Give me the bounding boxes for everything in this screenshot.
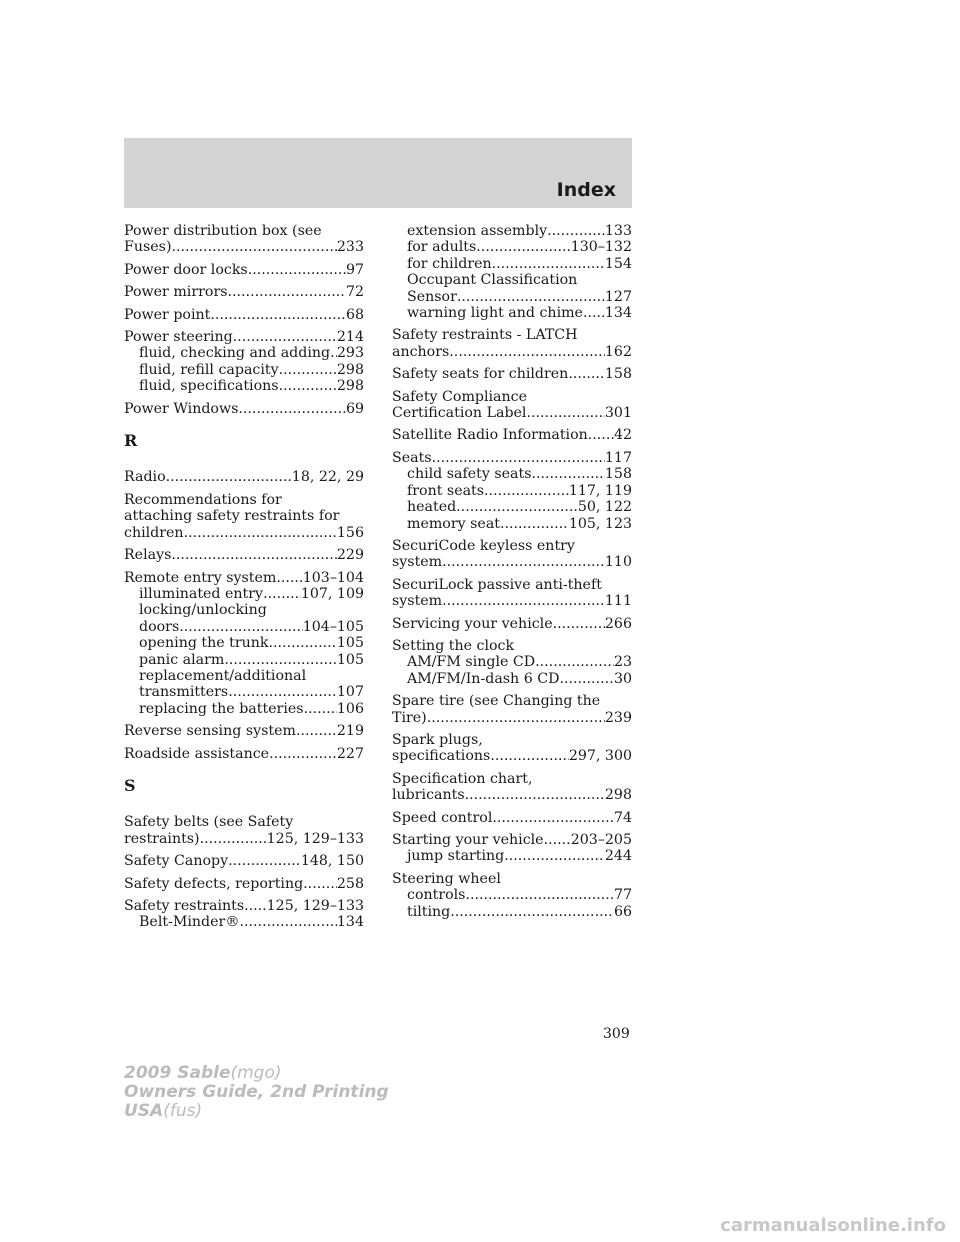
- index-entry-line: [392, 748, 632, 764]
- entry-page-ref: 125, 129–133: [266, 898, 364, 914]
- entry-page-ref: 227: [336, 745, 364, 762]
- dot-leader: [492, 256, 605, 272]
- entry-page-ref: 130–132: [570, 239, 632, 256]
- dot-leader: [588, 427, 614, 443]
- dot-leader: [303, 876, 337, 892]
- entry-page-ref: 258: [336, 875, 364, 892]
- index-entry-line: [124, 876, 364, 892]
- entry-text: fluid, specifications: [139, 378, 279, 395]
- dot-leader: [224, 652, 337, 668]
- index-entry: [392, 327, 632, 360]
- index-subentry-line: [124, 345, 364, 361]
- entry-page-ref: 107, 109: [300, 585, 364, 602]
- dot-leader: [553, 616, 605, 632]
- entry-text: Safety restraints - LATCH: [392, 327, 578, 344]
- entry-text: Satellite Radio Information: [392, 427, 588, 444]
- index-entry: [392, 427, 632, 443]
- index-entry: [124, 401, 364, 417]
- index-entry: [124, 262, 364, 278]
- index-entry: [124, 570, 364, 718]
- index-subentry-line: [392, 256, 632, 272]
- index-entry-line: [392, 771, 632, 787]
- index-subentry-line: [392, 305, 632, 321]
- index-entry: [392, 638, 632, 687]
- entry-page-ref: 134: [336, 914, 364, 931]
- entry-page-ref: 244: [604, 848, 632, 865]
- entry-text: Fuses): [124, 239, 172, 256]
- dot-leader: [583, 305, 605, 321]
- index-entry: [124, 329, 364, 395]
- dot-leader: [450, 904, 614, 920]
- index-entry: [392, 538, 632, 571]
- entry-page-ref: 298: [336, 378, 364, 395]
- entry-text: specifications: [392, 748, 491, 765]
- entry-text: Recommendations for: [124, 491, 282, 508]
- entry-page-ref: 77: [613, 887, 632, 904]
- dot-leader: [432, 450, 605, 466]
- entry-text: Power point: [124, 306, 211, 323]
- entry-text: Servicing your vehicle: [392, 615, 553, 632]
- entry-page-ref: 117, 119: [568, 482, 632, 499]
- entry-text: Power Windows: [124, 400, 239, 417]
- index-entry-line: [124, 469, 364, 485]
- index-subentry-line: [392, 848, 632, 864]
- index-entry: [124, 307, 364, 323]
- dot-leader: [171, 547, 337, 563]
- index-entry-line: [124, 853, 364, 869]
- index-entry: [124, 814, 364, 847]
- entry-page-ref: 297, 300: [568, 748, 632, 765]
- index-subentry-line: [392, 499, 632, 515]
- index-entry-line: [124, 262, 364, 278]
- index-entry: [392, 693, 632, 726]
- dot-leader: [228, 853, 301, 869]
- entry-text: panic alarm: [139, 651, 225, 668]
- index-entry-line: [392, 871, 632, 887]
- entry-text: Reverse sensing system: [124, 723, 296, 740]
- index-subentry-line: [124, 586, 364, 602]
- entry-text: jump starting: [407, 848, 505, 865]
- entry-text: system: [392, 593, 443, 610]
- index-subentry-line: [392, 671, 632, 687]
- index-entry: [392, 810, 632, 826]
- entry-text: Remote entry system: [124, 569, 277, 586]
- entry-page-ref: 239: [604, 709, 632, 726]
- page-number: 309: [603, 1026, 630, 1042]
- entry-page-ref: 214: [336, 329, 364, 346]
- index-entry: [124, 898, 364, 931]
- index-entry-line: [124, 492, 364, 508]
- dot-leader: [296, 723, 337, 739]
- index-entry-line: [392, 787, 632, 803]
- entry-text: doors: [139, 618, 180, 635]
- index-entry: [124, 746, 364, 762]
- entry-page-ref: 111: [604, 593, 632, 610]
- index-entry: [124, 723, 364, 739]
- entry-text: Certification Label: [392, 405, 527, 422]
- dot-leader: [200, 831, 267, 847]
- entry-text: Safety Compliance: [392, 388, 527, 405]
- entry-text: system: [392, 554, 443, 571]
- index-entry-line: [392, 732, 632, 748]
- index-entry-line: [124, 239, 364, 255]
- index-subentry-line: [124, 602, 364, 618]
- entry-text: Safety seats for children: [392, 366, 569, 383]
- entry-text: extension assembly: [407, 223, 548, 239]
- entry-text: memory seat: [407, 515, 500, 532]
- dot-leader: [559, 671, 613, 687]
- index-subentry-line: [392, 887, 632, 903]
- entry-page-ref: 133: [604, 223, 632, 239]
- entry-page-ref: 66: [613, 903, 632, 920]
- dot-leader: [228, 684, 337, 700]
- index-entry-line: [124, 898, 364, 914]
- entry-page-ref: 105: [336, 651, 364, 668]
- index-subentry-line: [124, 668, 364, 684]
- index-subentry-line: [392, 289, 632, 305]
- index-entry-line: [392, 577, 632, 593]
- index-entry-line: [124, 723, 364, 739]
- entry-text: front seats: [407, 482, 485, 499]
- dot-leader: [330, 345, 337, 361]
- index-entry-line: [124, 814, 364, 830]
- index-entry-line: [392, 554, 632, 570]
- entry-page-ref: 30: [613, 670, 632, 687]
- entry-text: children: [124, 524, 184, 541]
- index-entry-line: [124, 284, 364, 300]
- dot-leader: [427, 710, 605, 726]
- entry-text: Safety belts (see Safety: [124, 814, 294, 831]
- index-entry-line: [124, 525, 364, 541]
- index-entry-line: [392, 389, 632, 405]
- entry-page-ref: 125, 129–133: [266, 830, 364, 847]
- index-subentry-line: [124, 619, 364, 635]
- dot-leader: [269, 635, 337, 651]
- watermark-logo: carmanualsonline.info: [720, 1215, 946, 1236]
- entry-page-ref: 233: [336, 239, 364, 256]
- dot-leader: [535, 654, 614, 670]
- entry-text: lubricants: [392, 787, 465, 804]
- index-subentry-line: [124, 635, 364, 651]
- entry-page-ref: 293: [336, 345, 364, 362]
- dot-leader: [244, 898, 267, 914]
- index-entry-line: [392, 832, 632, 848]
- entry-text: Power distribution box (see: [124, 223, 322, 239]
- entry-page-ref: 298: [604, 787, 632, 804]
- index-subentry-line: [392, 239, 632, 255]
- entry-page-ref: 106: [336, 700, 364, 717]
- entry-text: replacing the batteries: [139, 700, 304, 717]
- dot-leader: [492, 810, 614, 826]
- dot-leader: [276, 570, 302, 586]
- index-entry-line: [124, 547, 364, 563]
- dot-leader: [269, 746, 337, 762]
- entry-page-ref: 229: [336, 547, 364, 564]
- index-subentry-line: [392, 466, 632, 482]
- index-entry: [392, 832, 632, 865]
- index-entry: [124, 876, 364, 892]
- index-entry-line: [124, 401, 364, 417]
- dot-leader: [504, 848, 605, 864]
- dot-leader: [279, 378, 337, 394]
- entry-page-ref: 103–104: [302, 569, 364, 586]
- index-subentry-line: [392, 483, 632, 499]
- index-letter-heading: R: [124, 431, 138, 451]
- entry-text: heated: [407, 499, 457, 516]
- dot-leader: [442, 593, 605, 609]
- entry-text: Spare tire (see Changing the: [392, 693, 601, 710]
- footer-print-info: [124, 1064, 389, 1121]
- entry-page-ref: 156: [336, 524, 364, 541]
- index-subentry-line: [392, 654, 632, 670]
- entry-text: Safety restraints: [124, 898, 245, 914]
- index-entry-line: [392, 616, 632, 632]
- entry-page-ref: 42: [613, 427, 632, 444]
- index-entry-line: [124, 307, 364, 323]
- section-title: Index: [556, 179, 616, 201]
- entry-text: Roadside assistance: [124, 745, 270, 762]
- index-entry-line: [124, 831, 364, 847]
- index-entry: [124, 284, 364, 300]
- dot-leader: [179, 619, 303, 635]
- entry-text: restraints): [124, 830, 200, 847]
- entry-text: Belt-Minder®: [139, 914, 240, 931]
- entry-text: Seats: [392, 449, 432, 466]
- index-subentry-line: [124, 684, 364, 700]
- entry-page-ref: 162: [604, 343, 632, 360]
- dot-leader: [442, 554, 605, 570]
- dot-leader: [171, 239, 336, 255]
- entry-page-ref: 219: [336, 723, 364, 740]
- index-entry-line: [392, 344, 632, 360]
- entry-page-ref: 23: [613, 654, 632, 671]
- index-letter-heading: S: [124, 775, 136, 795]
- entry-text: Speed control: [392, 809, 493, 826]
- index-column-left: [124, 223, 364, 937]
- index-column-right: [392, 223, 632, 926]
- index-entry: [392, 577, 632, 610]
- dot-leader: [456, 499, 578, 515]
- index-subentry-line: [392, 904, 632, 920]
- footer-region: USA: [124, 1101, 164, 1121]
- index-entry-line: [392, 450, 632, 466]
- footer-printing: Owners Guide, 2nd Printing: [124, 1082, 389, 1102]
- entry-page-ref: 154: [604, 255, 632, 272]
- footer-model-code: (mgo): [230, 1063, 282, 1083]
- entry-text: attaching safety restraints for: [124, 508, 340, 525]
- index-entry-line: [392, 710, 632, 726]
- entry-text: transmitters: [139, 684, 229, 701]
- entry-page-ref: 158: [604, 466, 632, 483]
- dot-leader: [240, 914, 337, 930]
- entry-text: fluid, checking and adding: [139, 345, 331, 362]
- dot-leader: [166, 469, 292, 485]
- entry-text: Starting your vehicle: [392, 832, 544, 848]
- index-entry: [392, 366, 632, 382]
- dot-leader: [526, 405, 604, 421]
- entry-page-ref: 110: [604, 554, 632, 571]
- dot-leader: [531, 466, 604, 482]
- dot-leader: [248, 262, 346, 278]
- entry-page-ref: 74: [613, 809, 632, 826]
- index-subentry-line: [124, 652, 364, 668]
- index-subentry-line: [124, 362, 364, 378]
- entry-page-ref: 104–105: [302, 618, 364, 635]
- index-subentry-line: [392, 516, 632, 532]
- header-band: [124, 138, 632, 208]
- index-subentry-line: [124, 914, 364, 930]
- entry-text: Occupant Classification: [407, 272, 578, 289]
- entry-text: Power steering: [124, 329, 233, 346]
- entry-text: Relays: [124, 547, 172, 564]
- entry-page-ref: 68: [345, 306, 364, 323]
- entry-page-ref: 18, 22, 29: [291, 469, 364, 486]
- index-entry: [392, 732, 632, 765]
- entry-text: anchors: [392, 343, 450, 360]
- dot-leader: [568, 366, 605, 382]
- dot-leader: [184, 525, 337, 541]
- entry-page-ref: 117: [604, 449, 632, 466]
- index-subentry-line: [392, 272, 632, 288]
- entry-page-ref: 158: [604, 366, 632, 383]
- entry-text: for children: [407, 255, 492, 272]
- dot-leader: [465, 887, 613, 903]
- dot-leader: [457, 289, 605, 305]
- entry-text: Safety defects, reporting: [124, 875, 304, 892]
- dot-leader: [547, 223, 605, 239]
- entry-page-ref: 107: [336, 684, 364, 701]
- footer-region-code: (fus): [163, 1101, 203, 1121]
- index-entry: [392, 450, 632, 532]
- entry-text: Specification chart,: [392, 770, 533, 787]
- entry-text: Safety Canopy: [124, 853, 229, 870]
- index-entry-line: [392, 810, 632, 826]
- index-entry-line: [392, 405, 632, 421]
- entry-text: Power mirrors: [124, 284, 228, 301]
- index-entry-line: [392, 693, 632, 709]
- index-entry: [124, 853, 364, 869]
- index-entry-line: [124, 329, 364, 345]
- entry-page-ref: 105, 123: [568, 515, 632, 532]
- entry-text: opening the trunk: [139, 635, 269, 652]
- entry-text: Setting the clock: [392, 637, 515, 654]
- entry-page-ref: 69: [345, 400, 364, 417]
- dot-leader: [279, 362, 337, 378]
- entry-text: Tire): [392, 709, 427, 726]
- dot-leader: [544, 832, 571, 848]
- entry-text: replacement/additional: [139, 667, 307, 684]
- index-entry-line: [392, 427, 632, 443]
- entry-page-ref: 298: [336, 361, 364, 378]
- index-subentry-line: [124, 378, 364, 394]
- entry-text: tilting: [407, 903, 451, 920]
- index-entry-line: [124, 508, 364, 524]
- dot-leader: [465, 787, 605, 803]
- index-entry: [392, 223, 632, 321]
- entry-page-ref: 127: [604, 288, 632, 305]
- index-subentry-line: [392, 223, 632, 239]
- dot-leader: [476, 239, 570, 255]
- entry-text: AM/FM single CD: [407, 654, 536, 671]
- index-entry-line: [392, 366, 632, 382]
- entry-text: Sensor: [407, 288, 457, 305]
- entry-text: fluid, refill capacity: [139, 361, 279, 378]
- index-entry-line: [124, 570, 364, 586]
- entry-text: SecuriLock passive anti-theft: [392, 576, 602, 593]
- index-subentry-line: [124, 701, 364, 717]
- index-entry: [124, 223, 364, 256]
- index-entry: [124, 492, 364, 541]
- entry-page-ref: 97: [345, 261, 364, 278]
- index-entry-line: [392, 538, 632, 554]
- entry-page-ref: 203–205: [570, 832, 632, 848]
- entry-page-ref: 72: [345, 284, 364, 301]
- entry-text: locking/unlocking: [139, 602, 267, 619]
- dot-leader: [490, 748, 569, 764]
- entry-text: Radio: [124, 469, 166, 486]
- dot-leader: [500, 516, 569, 532]
- dot-leader: [210, 307, 346, 323]
- dot-leader: [238, 401, 346, 417]
- entry-page-ref: 148, 150: [300, 853, 364, 870]
- index-entry-line: [392, 327, 632, 343]
- index-entry: [392, 389, 632, 422]
- entry-text: controls: [407, 887, 466, 904]
- footer-model: 2009 Sable: [124, 1063, 231, 1083]
- entry-text: child safety seats: [407, 466, 532, 483]
- dot-leader: [228, 284, 346, 300]
- index-entry: [124, 469, 364, 485]
- entry-text: Spark plugs,: [392, 731, 483, 748]
- entry-page-ref: 266: [604, 615, 632, 632]
- entry-text: SecuriCode keyless entry: [392, 537, 575, 554]
- index-entry-line: [124, 223, 364, 239]
- dot-leader: [484, 483, 569, 499]
- entry-text: warning light and chime: [407, 305, 583, 322]
- entry-page-ref: 301: [604, 405, 632, 422]
- dot-leader: [263, 586, 301, 602]
- entry-text: AM/FM/In-dash 6 CD: [407, 670, 560, 687]
- entry-page-ref: 134: [604, 305, 632, 322]
- index-entry-line: [392, 638, 632, 654]
- entry-text: for adults: [407, 239, 477, 256]
- entry-page-ref: 105: [336, 635, 364, 652]
- dot-leader: [233, 329, 337, 345]
- index-entry-line: [392, 593, 632, 609]
- entry-text: illuminated entry: [139, 585, 264, 602]
- index-entry: [392, 771, 632, 804]
- index-entry: [392, 616, 632, 632]
- dot-leader: [304, 701, 337, 717]
- index-entry: [392, 871, 632, 920]
- index-entry: [124, 547, 364, 563]
- index-entry-line: [124, 746, 364, 762]
- entry-page-ref: 50, 122: [577, 499, 632, 516]
- dot-leader: [449, 344, 605, 360]
- entry-text: Power door locks: [124, 261, 248, 278]
- entry-text: Steering wheel: [392, 870, 501, 887]
